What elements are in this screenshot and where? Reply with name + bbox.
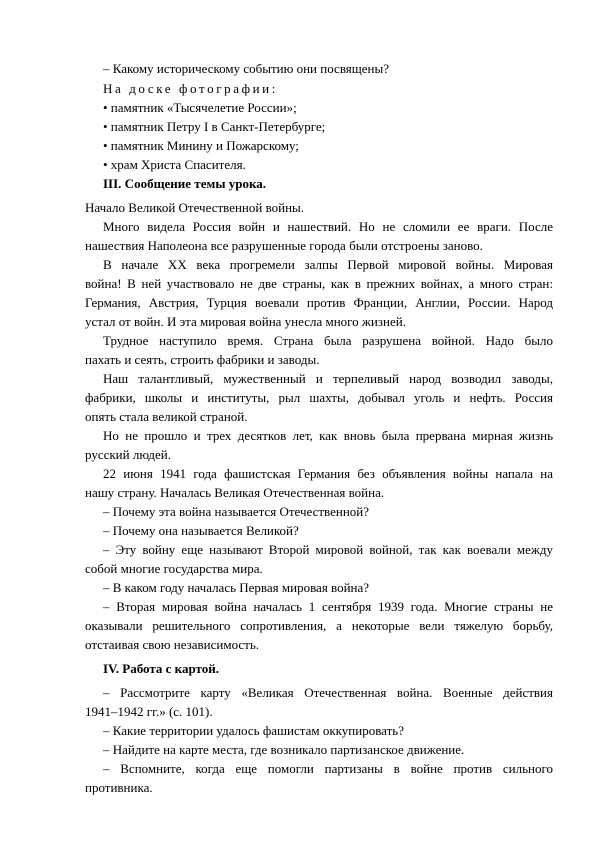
bullet-item: • памятник Петру I в Санкт-Петербурге;: [103, 119, 326, 134]
paragraph-line: – Вторая мировая война началась 1 сентября 1939 года. Многие страны не: [103, 599, 553, 614]
question-line: – Какому историческому событию они посвящены?: [103, 61, 390, 76]
paragraph-line: противника.: [85, 780, 153, 795]
bullet-item: • памятник Минину и Пожарскому;: [103, 138, 299, 153]
paragraph-line: Но не прошло и трех десятков лет, как вновь была прервана мирная жизнь: [103, 428, 553, 443]
paragraph-line: оказывали решительного сопротивления, а некоторые вели тяжелую борьбу,: [85, 618, 553, 633]
question-line: – Какие территории удалось фашистам оккупировать?: [103, 723, 404, 738]
paragraph-line: нашу страну. Началась Великая Отечественная война.: [85, 485, 385, 500]
paragraph-line: – Рассмотрите карту «Великая Отечественная война. Военные действия: [103, 685, 553, 700]
section-heading: III. Сообщение темы урока.: [103, 176, 266, 191]
question-line: – Почему она называется Великой?: [103, 523, 299, 538]
topic-line: Начало Великой Отечественной войны.: [85, 200, 305, 215]
paragraph-line: – Вспомните, когда еще помогли партизаны в войне против сильного: [103, 761, 553, 776]
question-line: – В каком году началась Первая мировая война?: [103, 580, 370, 595]
paragraph-line: – Эту войну еще называют Второй мировой войной, так как воевали между: [103, 542, 553, 557]
bullet-item: • храм Христа Спасителя.: [103, 157, 246, 172]
paragraph-line: русский людей.: [85, 447, 171, 462]
paragraph-line: пахать и сеять, строить фабрики и заводы.: [85, 352, 320, 367]
paragraph-line: Наш талантливый, мужественный и терпеливый народ возводил заводы,: [103, 371, 553, 386]
paragraph-line: Трудное наступило время. Страна была разрушена войной. Надо было: [103, 333, 553, 348]
paragraph-line: 22 июня 1941 года фашистская Германия без объявления войны напала на: [103, 466, 553, 481]
paragraph-line: В начале XX века прогремели залпы Первой мировой войны. Мировая: [103, 257, 553, 272]
paragraph-line: 1941–1942 гг.» (с. 101).: [85, 704, 213, 719]
paragraph-line: опять стала великой страной.: [85, 409, 248, 424]
section-heading: IV. Работа с картой.: [103, 661, 219, 676]
paragraph-line: фабрики, школы и институты, рыл шахты, добывал уголь и нефть. Россия: [85, 390, 553, 405]
question-line: – Найдите на карте места, где возникало партизанское движение.: [103, 742, 465, 757]
paragraph-line: отстаивая свою независимость.: [85, 637, 260, 652]
question-line: – Почему эта война называется Отечественной?: [103, 504, 370, 519]
bullet-item: • памятник «Тысячелетие России»;: [103, 100, 297, 115]
paragraph-line: война! В ней участвовало не две страны, как в прежних войнах, а много стран:: [85, 276, 553, 291]
paragraph-line: Германия, Австрия, Турция воевали против Франции, Англии, России. Народ: [85, 295, 553, 310]
board-heading: На доске фотографии:: [103, 81, 278, 96]
paragraph-line: Много видела Россия войн и нашествий. Но не сломили ее враги. После: [103, 219, 553, 234]
paragraph-line: нашествия Наполеона все разрушенные города были отстроены заново.: [85, 238, 483, 253]
paragraph-line: собой многие государства мира.: [85, 561, 263, 576]
paragraph-line: устал от войн. И эта мировая война унесла много жизней.: [85, 314, 406, 329]
